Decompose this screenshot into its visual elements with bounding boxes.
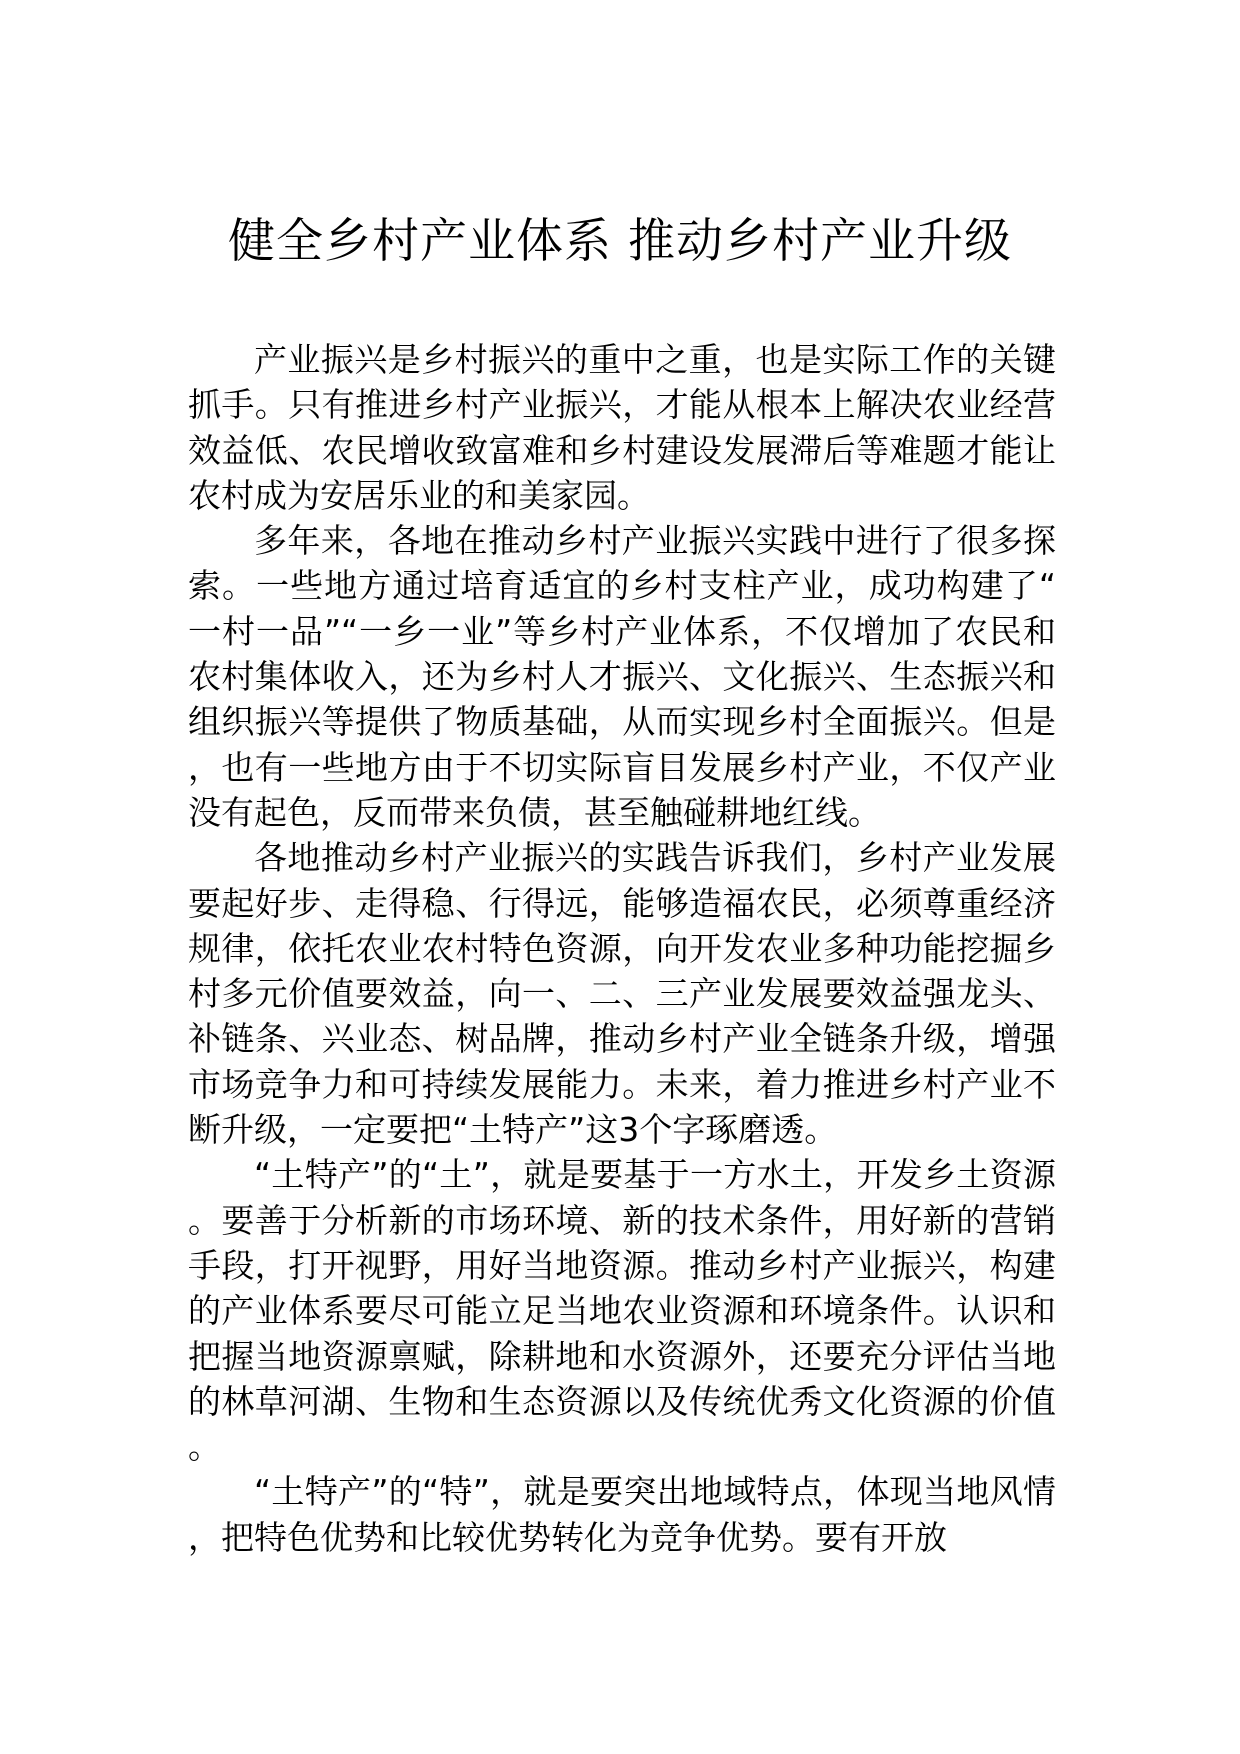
document-body	[188, 337, 1056, 1560]
paragraph-5: “土特产”的“特”，就是要突出地域特点，体现当地风情，把特色优势和比较优势转化为竞争优势。要有开放	[188, 1472, 1056, 1557]
document-title: 健全乡村产业体系 推动乡村产业升级	[228, 214, 1012, 269]
paragraph-3: 各地推动乡村产业振兴的实践告诉我们，乡村产业发展要起好步、走得稳、行得远，能够造福农民，必须尊重经济规律，依托农业农村特色资源，向开发农业多种功能挖掘乡村多元价值要效益，向一、二、三产业发展要效益强龙头、补链条、兴业态、树品牌，推动乡村产业全链条升级，增强市场竞争力和可持续发展能力。未来，着力推进乡村产业不断升级，一定要把“土特产”这3个字琢磨透。	[188, 838, 1056, 1150]
paragraph-4: “土特产”的“土”，就是要基于一方水土，开发乡土资源。要善于分析新的市场环境、新的技术条件，用好新的营销手段，打开视野，用好当地资源。推动乡村产业振兴，构建的产业体系要尽可能立足当地农业资源和环境条件。认识和把握当地资源禀赋，除耕地和水资源外，还要充分评估当地的林草河湖、生物和生态资源以及传统优秀文化资源的价值。	[188, 1155, 1056, 1467]
paragraph-1: 产业振兴是乡村振兴的重中之重，也是实际工作的关键抓手。只有推进乡村产业振兴，才能从根本上解决农业经营效益低、农民增收致富难和乡村建设发展滞后等难题才能让农村成为安居乐业的和美家园。	[188, 340, 1056, 515]
paragraph-2: 多年来，各地在推动乡村产业振兴实践中进行了很多探索。一些地方通过培育适宜的乡村支柱产业，成功构建了“一村一品”“一乡一业”等乡村产业体系，不仅增加了农民和农村集体收入，还为乡村人才振兴、文化振兴、生态振兴和组织振兴等提供了物质基础，从而实现乡村全面振兴。但是，也有一些地方由于不切实际盲目发展乡村产业，不仅产业没有起色，反而带来负债，甚至触碰耕地红线。	[188, 521, 1056, 832]
